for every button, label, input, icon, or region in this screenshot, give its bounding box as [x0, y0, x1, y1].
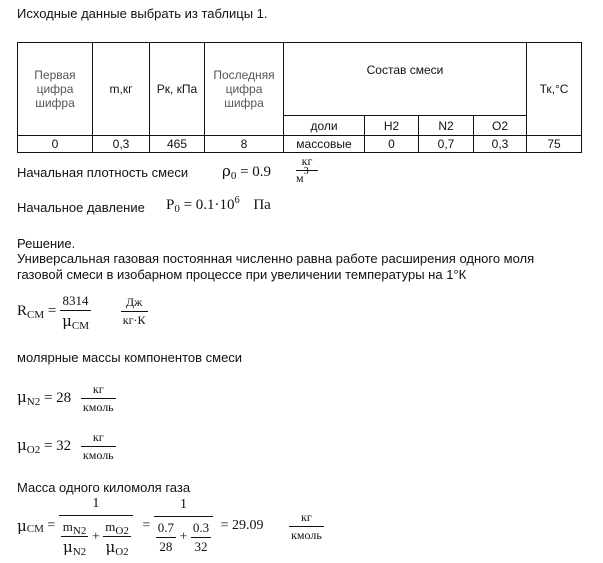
cell-n2: 0,7: [419, 136, 474, 153]
mu-n2-formula: [17, 382, 116, 415]
density-sub: 0: [230, 170, 237, 182]
mu-o2-formula: [17, 430, 116, 463]
cell-h2: 0: [365, 136, 419, 153]
rcm-eq: =: [47, 302, 57, 319]
rcm-den-sub: CM: [71, 320, 89, 332]
header-temperature: Тк,°С: [527, 43, 582, 136]
density-unit-den: м: [296, 171, 304, 185]
header-n2: N2: [419, 116, 474, 136]
rcm-numerator: 8314: [60, 293, 91, 311]
cell-temperature: 75: [527, 136, 582, 153]
kilomole-big-num: 1: [59, 496, 133, 516]
kilomole-unit-den: кмоль: [291, 527, 322, 542]
rcm-unit-num: Дж: [121, 295, 148, 312]
rcm-sub: CM: [27, 309, 45, 321]
pressure-sub: 0: [174, 203, 180, 215]
kilomole-eq: =: [47, 518, 56, 533]
mu-n2-sub: N2: [26, 395, 41, 408]
header-first-digit: Первая цифра шифра: [18, 43, 93, 136]
mu-o2-unit-num: кг: [81, 430, 116, 447]
cell-last-digit: 8: [205, 136, 284, 153]
solution-line-1: Универсальная газовая постоянная численно равна работе расширения одного моля: [17, 251, 535, 266]
kilomole-plus2: +: [179, 529, 188, 545]
kilomole-mu-o2: O2: [115, 546, 129, 558]
mu-o2-value: = 32: [43, 437, 72, 454]
header-last-digit: Последняя цифра шифра: [205, 43, 284, 136]
header-fractions: доли: [284, 116, 365, 136]
kilomole-formula: [17, 496, 324, 556]
cell-first-digit: 0: [18, 136, 93, 153]
header-h2: Н2: [365, 116, 419, 136]
pressure-symbol: P: [166, 197, 175, 213]
kilomole-m-symbol: m: [62, 519, 73, 534]
pressure-exp: 6: [234, 195, 240, 206]
density-unit-num: кг: [296, 154, 318, 171]
kilomole-mu-n2: N2: [72, 546, 87, 558]
kilomole-sub: CM: [26, 523, 44, 535]
cell-o2: 0,3: [474, 136, 527, 153]
mu-n2-value: = 28: [43, 389, 72, 406]
intro-text: Исходные данные выбрать из таблицы 1.: [17, 6, 268, 21]
mu-n2-unit-num: кг: [81, 382, 116, 399]
kilomole-mol-o2: 32: [194, 539, 208, 554]
kilomole-m-o2: O2: [115, 525, 129, 537]
kilomole-mol-n2: 28: [159, 539, 173, 554]
density-unit: [296, 154, 318, 186]
header-pressure: Рк, кПа: [150, 43, 205, 136]
kilomole-plus: +: [91, 529, 100, 545]
pressure-formula: [166, 197, 271, 214]
kilomole-symbol: μ: [17, 517, 27, 535]
kilomole-mu-symbol-o2: μ: [105, 538, 116, 556]
kilomole-val-o2: 0.3: [191, 520, 211, 538]
kilomole-label: Масса одного киломоля газа: [17, 480, 191, 495]
rcm-den-symbol: μ: [62, 312, 72, 330]
mu-n2-unit-den: кмоль: [82, 400, 114, 414]
density-symbol: ρ: [222, 162, 231, 180]
solution-line-2: газовой смеси в изобарном процессе при увеличении температуры на 1°К: [17, 267, 467, 282]
kilomole-val-n2: 0.7: [156, 520, 176, 538]
source-data-table: [17, 42, 582, 153]
cell-fractions: массовые: [284, 136, 365, 153]
cell-pressure: 465: [150, 136, 205, 153]
pressure-value: = 0.1·10: [183, 197, 235, 213]
kilomole-mu-symbol-n2: μ: [62, 538, 73, 556]
mu-o2-sub: O2: [26, 443, 41, 456]
density-formula: [222, 162, 271, 181]
solution-heading: Решение.: [17, 236, 76, 251]
pressure-unit: Па: [253, 197, 271, 213]
kilomole-unit-num: кг: [289, 510, 324, 527]
rcm-formula: [17, 293, 148, 330]
density-value: = 0.9: [240, 164, 272, 180]
kilomole-big-num2: 1: [154, 497, 213, 517]
cell-mass: 0,3: [93, 136, 150, 153]
header-composition: Состав смеси: [284, 43, 527, 116]
pressure-label: Начальное давление: [17, 200, 145, 215]
mu-o2-unit-den: кмоль: [82, 448, 114, 462]
density-label: Начальная плотность смеси: [17, 165, 189, 180]
rcm-unit-den: кг·К: [122, 313, 146, 327]
kilomole-result: = 29.09: [220, 518, 264, 533]
kilomole-eq2: =: [142, 518, 151, 533]
mu-o2-symbol: μ: [17, 435, 27, 454]
mu-n2-symbol: μ: [17, 387, 27, 406]
kilomole-m-n2: N2: [72, 525, 87, 537]
header-mass: m,кг: [93, 43, 150, 136]
rcm-symbol: R: [17, 303, 28, 319]
molar-masses-label: молярные массы компонентов смеси: [17, 350, 243, 365]
kilomole-m-symbol-o2: m: [105, 519, 116, 534]
density-unit-exp: 3: [303, 166, 309, 177]
header-o2: О2: [474, 116, 527, 136]
